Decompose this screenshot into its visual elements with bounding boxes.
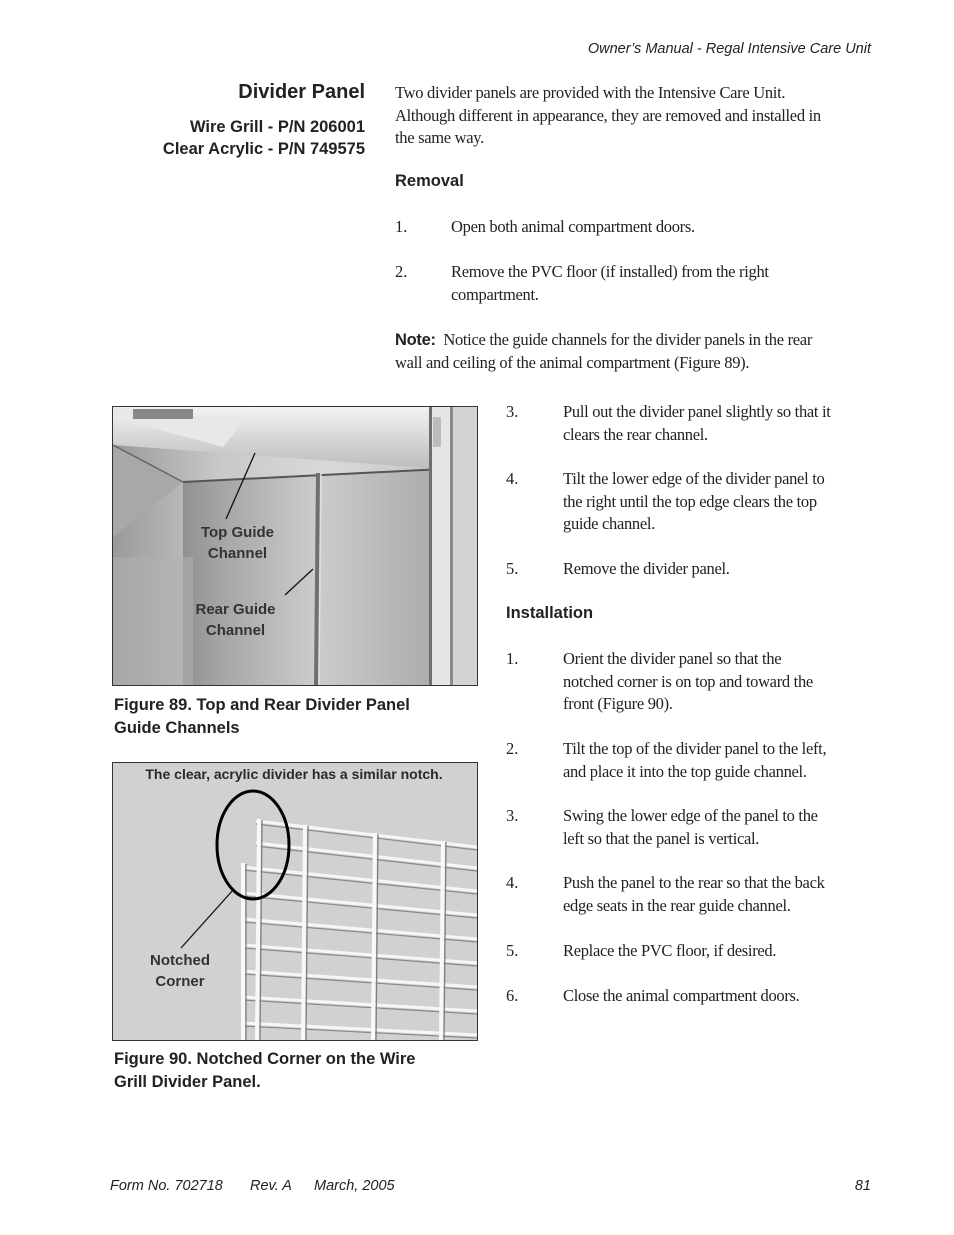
label-line: Corner <box>155 972 205 990</box>
subtitle-clear-acrylic: Clear Acrylic - P/N 749575 <box>162 140 365 158</box>
installation-step-3 <box>563 805 873 850</box>
caption-line: Grill Divider Panel. <box>114 1072 261 1091</box>
step-line: Push the panel to the rear so that the back <box>563 873 825 892</box>
installation-step-5 <box>563 940 873 963</box>
step-number: 2. <box>395 262 408 281</box>
intro-line: the same way. <box>395 128 484 147</box>
figure-90-caption <box>114 1048 484 1093</box>
label-line: Rear Guide <box>195 601 276 618</box>
step-line: Close the animal compartment doors. <box>563 986 800 1005</box>
step-line: Remove the divider panel. <box>563 559 730 578</box>
step-line: left so that the panel is vertical. <box>563 828 760 848</box>
step-line: and place it into the top guide channel. <box>563 761 807 781</box>
step-number: 4. <box>506 469 519 488</box>
running-header: Owner’s Manual - Regal Intensive Care Unit <box>587 41 871 57</box>
step-line: edge seats in the rear guide channel. <box>563 895 791 915</box>
step-line: Swing the lower edge of the panel to the <box>563 806 818 825</box>
step-number: 2. <box>506 739 519 758</box>
installation-heading: Installation <box>506 604 594 622</box>
step-line: notched corner is on top and toward the <box>563 671 813 691</box>
step-line: guide channel. <box>563 514 656 533</box>
step-line: front (Figure 90). <box>563 694 673 713</box>
step-line: Pull out the divider panel slightly so that it <box>563 402 831 421</box>
step-line: the right until the top edge clears the top <box>563 491 817 511</box>
figure-90-photo <box>112 762 478 1041</box>
step-number: 3. <box>506 402 519 421</box>
caption-line: Guide Channels <box>114 718 240 737</box>
intro-line: Although different in appearance, they are removed and installed in <box>395 105 821 125</box>
removal-step-2 <box>451 261 871 306</box>
step-line: Open both animal compartment doors. <box>451 217 695 236</box>
note-paragraph <box>395 329 875 374</box>
step-line: clears the rear channel. <box>563 424 708 444</box>
wire-grill-illustration <box>113 763 477 1040</box>
installation-step-4 <box>563 872 873 917</box>
step-number: 4. <box>506 873 519 892</box>
step-number: 1. <box>506 649 519 668</box>
top-guide-channel-label <box>170 523 305 564</box>
rear-guide-channel-label <box>168 600 303 641</box>
subtitle-wire-grill: Wire Grill - P/N 206001 <box>189 118 365 136</box>
section-title: Divider Panel <box>238 81 365 103</box>
intro-line: Two divider panels are provided with the Intensive Care Unit. <box>395 83 786 102</box>
footer-revision: Rev. A <box>250 1178 292 1194</box>
installation-step-2 <box>563 738 873 783</box>
step-number: 3. <box>506 806 519 825</box>
step-line: Tilt the lower edge of the divider panel to <box>563 469 825 488</box>
removal-step-5 <box>563 558 873 581</box>
note-line: wall and ceiling of the animal compartment (Figure 89). <box>395 352 750 372</box>
note-line <box>395 329 875 352</box>
step-line: compartment. <box>451 284 539 304</box>
footer-date: March, 2005 <box>314 1178 395 1194</box>
caption-line: Figure 90. Notched Corner on the Wire <box>114 1050 416 1068</box>
note-label: Note: <box>395 331 436 349</box>
notched-corner-label <box>130 951 230 992</box>
step-line: Replace the PVC floor, if desired. <box>563 941 777 960</box>
intro-paragraph <box>395 82 875 150</box>
footer-form-number: Form No. 702718 <box>110 1178 223 1194</box>
removal-step-3 <box>563 401 873 446</box>
page-number: 81 <box>854 1178 871 1194</box>
label-line: Channel <box>207 544 268 562</box>
step-line: Remove the PVC floor (if installed) from the right <box>451 262 769 281</box>
note-text: Notice the guide channels for the divider panels in the rear <box>443 330 813 349</box>
removal-step-4 <box>563 468 873 536</box>
caption-line: Figure 89. Top and Rear Divider Panel <box>114 696 410 714</box>
step-number: 6. <box>506 986 519 1005</box>
figure-90-banner: The clear, acrylic divider has a similar notch. <box>145 766 443 782</box>
removal-heading: Removal <box>395 172 464 190</box>
label-line: Top Guide <box>200 524 275 541</box>
step-line: Tilt the top of the divider panel to the left, <box>563 739 827 758</box>
label-line: Channel <box>205 621 266 639</box>
step-line: Orient the divider panel so that the <box>563 649 782 668</box>
figure-89-caption <box>114 694 484 739</box>
step-number: 1. <box>395 217 408 236</box>
label-line: Notched <box>150 952 210 969</box>
removal-step-1 <box>451 216 871 239</box>
installation-step-1 <box>563 648 873 716</box>
installation-step-6 <box>563 985 873 1008</box>
step-number: 5. <box>506 559 519 578</box>
step-number: 5. <box>506 941 519 960</box>
